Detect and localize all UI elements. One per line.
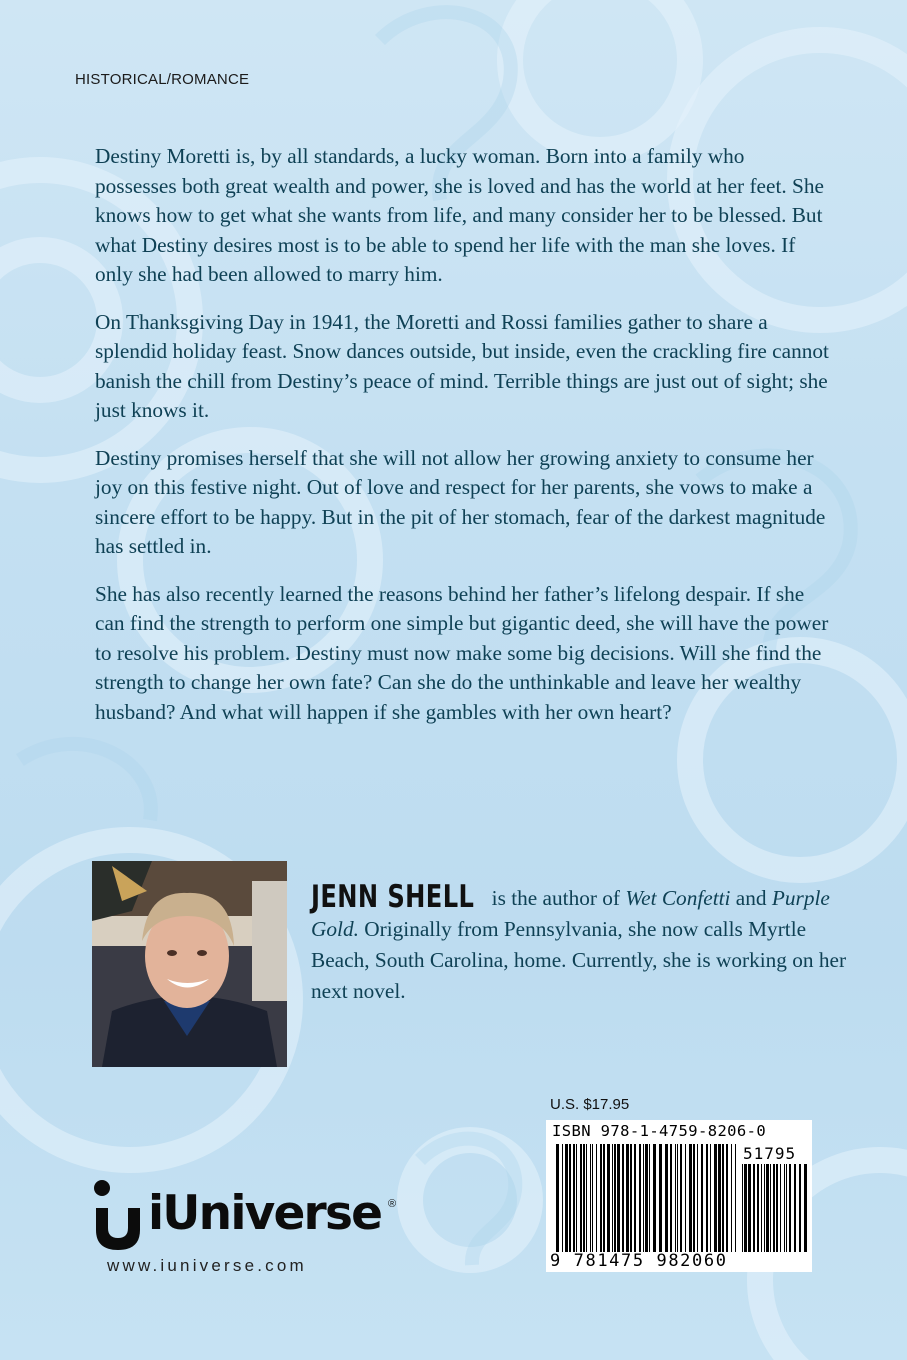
barcode-bar — [596, 1144, 597, 1252]
ean-digits: 9 781475 982060 — [550, 1251, 728, 1271]
author-bio — [311, 879, 851, 1007]
barcode-bar — [786, 1164, 787, 1252]
barcode-bar — [780, 1164, 781, 1252]
retail-price: U.S. $17.95 — [550, 1096, 630, 1113]
barcode-bar — [614, 1144, 616, 1252]
synopsis-paragraph-4: She has also recently learned the reasons behind her father’s lifelong despair. If she can find the strength to perform one simple but gigantic deed, she will have the power to resolve his problem. Destiny must now make some big decisions. Will she find the strength to change her own fate? Can she do the unthinkable and leave her wealthy husband? And what will happen if she gambles with her own heart? — [95, 581, 829, 724]
bio-text-3: Originally from Pennsylvania, she now calls Myrtle Beach, South Carolina, home. Currently, she is working on her next novel. — [311, 917, 847, 1003]
barcode-bar — [565, 1144, 568, 1252]
isbn-number: ISBN 978-1-4759-8206-0 — [552, 1122, 767, 1140]
barcode-bar — [697, 1144, 698, 1252]
author-photo — [92, 861, 287, 1067]
barcode-bar — [731, 1144, 732, 1252]
barcode-bar — [639, 1144, 641, 1252]
barcode-bar — [799, 1164, 801, 1252]
barcode-bar — [576, 1144, 577, 1252]
barcode-bar — [562, 1144, 563, 1252]
synopsis-paragraph-3: Destiny promises herself that she will not allow her growing anxiety to consume her joy on this festive night. Out of love and respect for her parents, she vows to make a sincere effort to be happy. But in the pit of her stomach, fear of the darkest magnitude has settled in. — [95, 445, 826, 558]
barcode-bar — [569, 1144, 571, 1252]
barcode-price-code: 51795 — [743, 1144, 797, 1163]
barcode-bar — [556, 1144, 559, 1252]
publisher-website: www.iuniverse.com — [107, 1256, 307, 1275]
registered-mark: ® — [388, 1198, 397, 1210]
bio-text-2: and — [730, 886, 772, 910]
barcode-bar — [685, 1144, 686, 1252]
barcode-bar — [617, 1144, 620, 1252]
barcode-bar — [670, 1144, 672, 1252]
barcode-bar — [653, 1144, 656, 1252]
barcode-bar — [773, 1164, 775, 1252]
barcode-bar — [770, 1164, 771, 1252]
barcode-bar — [766, 1164, 769, 1252]
barcode-bars — [546, 1120, 812, 1272]
barcode-bar — [742, 1164, 743, 1252]
barcode-bar — [592, 1144, 593, 1252]
bio-text-1: is the author of — [486, 886, 626, 910]
barcode-bar — [680, 1144, 682, 1252]
synopsis-paragraph-1: Destiny Moretti is, by all standards, a lucky woman. Born into a family who possesses both great wealth and power, she is loved and has the world at her feet. She knows how to get what she wants from life, and many consider her to be blessed. But what Destiny desires most is to be able to spend her life with the man she loves. If only she had been allowed to marry him. — [95, 144, 824, 286]
barcode-bar — [659, 1144, 662, 1252]
barcode-bar — [677, 1144, 678, 1252]
barcode-bar — [757, 1164, 759, 1252]
genre-label: HISTORICAL/ROMANCE — [75, 71, 250, 88]
barcode-bar — [764, 1164, 765, 1252]
barcode-bar — [622, 1144, 624, 1252]
synopsis — [95, 142, 830, 745]
barcode-bar — [573, 1144, 575, 1252]
barcode-bar — [693, 1144, 695, 1252]
barcode-bar — [794, 1164, 796, 1252]
barcode-bar — [612, 1144, 613, 1252]
barcode-bar — [718, 1144, 721, 1252]
barcode-bar — [643, 1144, 644, 1252]
barcode-bar — [600, 1144, 602, 1252]
book-title-2: Purple Gold. — [311, 886, 830, 941]
author-name: JENN SHELL — [311, 879, 475, 915]
synopsis-paragraph-2: On Thanksgiving Day in 1941, the Moretti and Rossi families gather to share a splendid holiday feast. Snow dances outside, but inside, even the crackling fire cannot banish the chill from Destiny’s peace of mind. Terrible things are just out of sight; she just knows it. — [95, 309, 829, 422]
barcode-bar — [645, 1144, 648, 1252]
barcode-bar — [726, 1144, 728, 1252]
barcode-bar — [626, 1144, 629, 1252]
barcode-bar — [607, 1144, 610, 1252]
barcode-bar — [776, 1164, 778, 1252]
publisher-logo — [88, 1178, 408, 1258]
barcode-bar — [675, 1144, 676, 1252]
barcode-bar — [649, 1144, 650, 1252]
isbn-barcode — [546, 1120, 812, 1272]
barcode-bar — [710, 1144, 711, 1252]
barcode-bar — [583, 1144, 585, 1252]
barcode-bar — [714, 1144, 717, 1252]
barcode-bar — [789, 1164, 791, 1252]
barcode-bar — [689, 1144, 692, 1252]
barcode-bar — [753, 1164, 755, 1252]
barcode-bar — [744, 1164, 747, 1252]
barcode-bar — [784, 1164, 785, 1252]
barcode-bar — [761, 1164, 762, 1252]
barcode-bar — [701, 1144, 703, 1252]
barcode-bar — [665, 1144, 668, 1252]
barcode-bar — [590, 1144, 591, 1252]
barcode-bar — [706, 1144, 708, 1252]
barcode-bar — [630, 1144, 632, 1252]
barcode-bar — [735, 1144, 736, 1252]
barcode-bar — [804, 1164, 807, 1252]
book-title-1: Wet Confetti — [625, 886, 731, 910]
barcode-bar — [748, 1164, 751, 1252]
publisher-name: iUniverse — [148, 1186, 382, 1241]
barcode-bar — [603, 1144, 605, 1252]
barcode-bar — [634, 1144, 636, 1252]
barcode-bar — [586, 1144, 587, 1252]
barcode-bar — [580, 1144, 582, 1252]
barcode-bar — [722, 1144, 724, 1252]
